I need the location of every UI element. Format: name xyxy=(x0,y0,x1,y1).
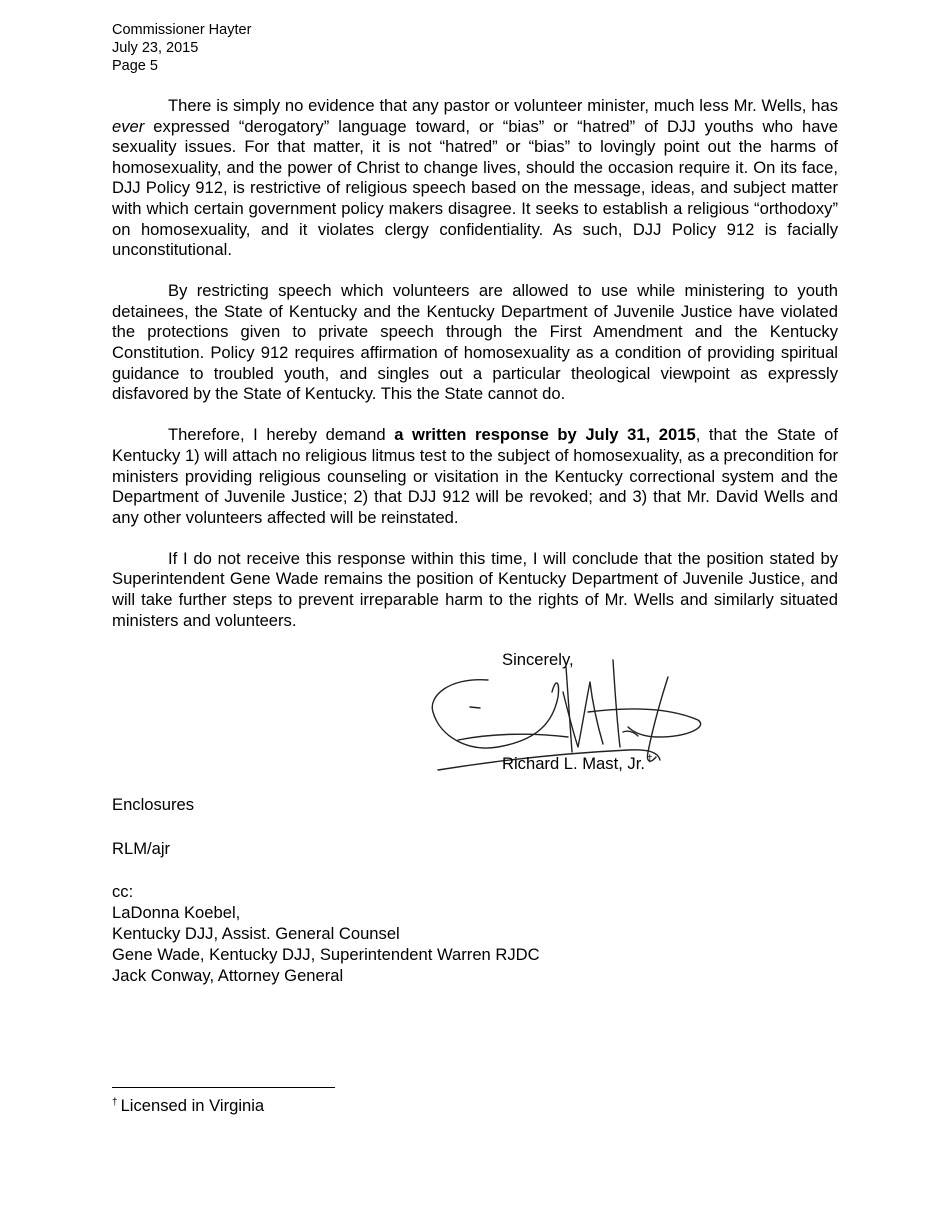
footnote-text: Licensed in Virginia xyxy=(120,1096,265,1115)
letter-header xyxy=(112,21,251,75)
paragraph-consequence: If I do not receive this response within this time, I will conclude that the position stated by Superintendent Gene Wade remains the position of Kentucky Department of Juvenile Justice, and will take further steps to prevent irreparable harm to the rights of Mr. Wells and similarly situated ministers and volunteers. xyxy=(112,548,838,630)
header-page-number: Page 5 xyxy=(112,58,158,74)
paragraph-evidence: There is simply no evidence that any pastor or volunteer minister, much less Mr. Wells, has ever expressed “derogatory” language toward, or “bias” or “hatred” of DJJ youths who have sexuality issues. For that matter, it is not “hatred” or “bias” to lovingly point out the harms of homosexuality, and the power of Christ to change lives, should the occasion require it. On its face, DJJ Policy 912, is restrictive of religious speech based on the message, ideas, and subject matter with which certain government policy makers disagree. It seeks to establish a religious “orthodoxy” on homosexuality, and it violates clergy confidentiality. As such, DJJ Policy 912 is facially unconstitutional. xyxy=(112,96,838,260)
header-recipient: Commissioner Hayter xyxy=(112,22,252,38)
signer-name: Richard L. Mast, Jr. † xyxy=(502,754,653,773)
cc-recipient: Gene Wade, Kentucky DJJ, Superintendent Warren RJDC xyxy=(112,945,540,964)
cc-label: cc: xyxy=(112,882,134,901)
cc-recipient: LaDonna Koebel, xyxy=(112,903,241,922)
enclosures-line: Enclosures xyxy=(112,795,195,814)
demand-deadline: a written response by July 31, 2015 xyxy=(394,425,696,445)
footnote-mark: † xyxy=(112,1097,118,1108)
paragraph-demand: Therefore, I hereby demand a written response by July 31, 2015, that the State of Kentucky 1) will attach no religious litmus test to the subject of homosexuality, as a precondition for ministers providing religious counseling or visitation in the Kentucky correctional system and the Department of Juvenile Justice; 2) that DJJ 912 will be revoked; and 3) that Mr. David Wells and any other volunteers affected will be reinstated. xyxy=(112,425,838,527)
cc-recipient: Kentucky DJJ, Assist. General Counsel xyxy=(112,924,400,943)
initials-line: RLM/ajr xyxy=(112,839,171,858)
paragraph-restricting-speech: By restricting speech which volunteers are allowed to use while ministering to youth detainees, the State of Kentucky and the Kentucky Department of Juvenile Justice have violated the protections given to private speech through the First Amendment and the Kentucky Constitution. Policy 912 requires affirmation of homosexuality as a condition of providing spiritual guidance to troubled youth, and singles out a particular theological viewpoint as expressly disfavored by the State of Kentucky. This the State cannot do. xyxy=(112,281,838,404)
footnote xyxy=(112,1096,264,1116)
header-date: July 23, 2015 xyxy=(112,40,199,56)
letter-body xyxy=(112,96,838,652)
cc-list xyxy=(112,881,540,986)
closing-salutation: Sincerely, xyxy=(502,650,574,669)
emphasis-ever: ever xyxy=(112,116,145,136)
footnote-divider xyxy=(112,1087,335,1088)
cc-recipient: Jack Conway, Attorney General xyxy=(112,966,344,985)
dagger-mark: † xyxy=(646,754,653,765)
